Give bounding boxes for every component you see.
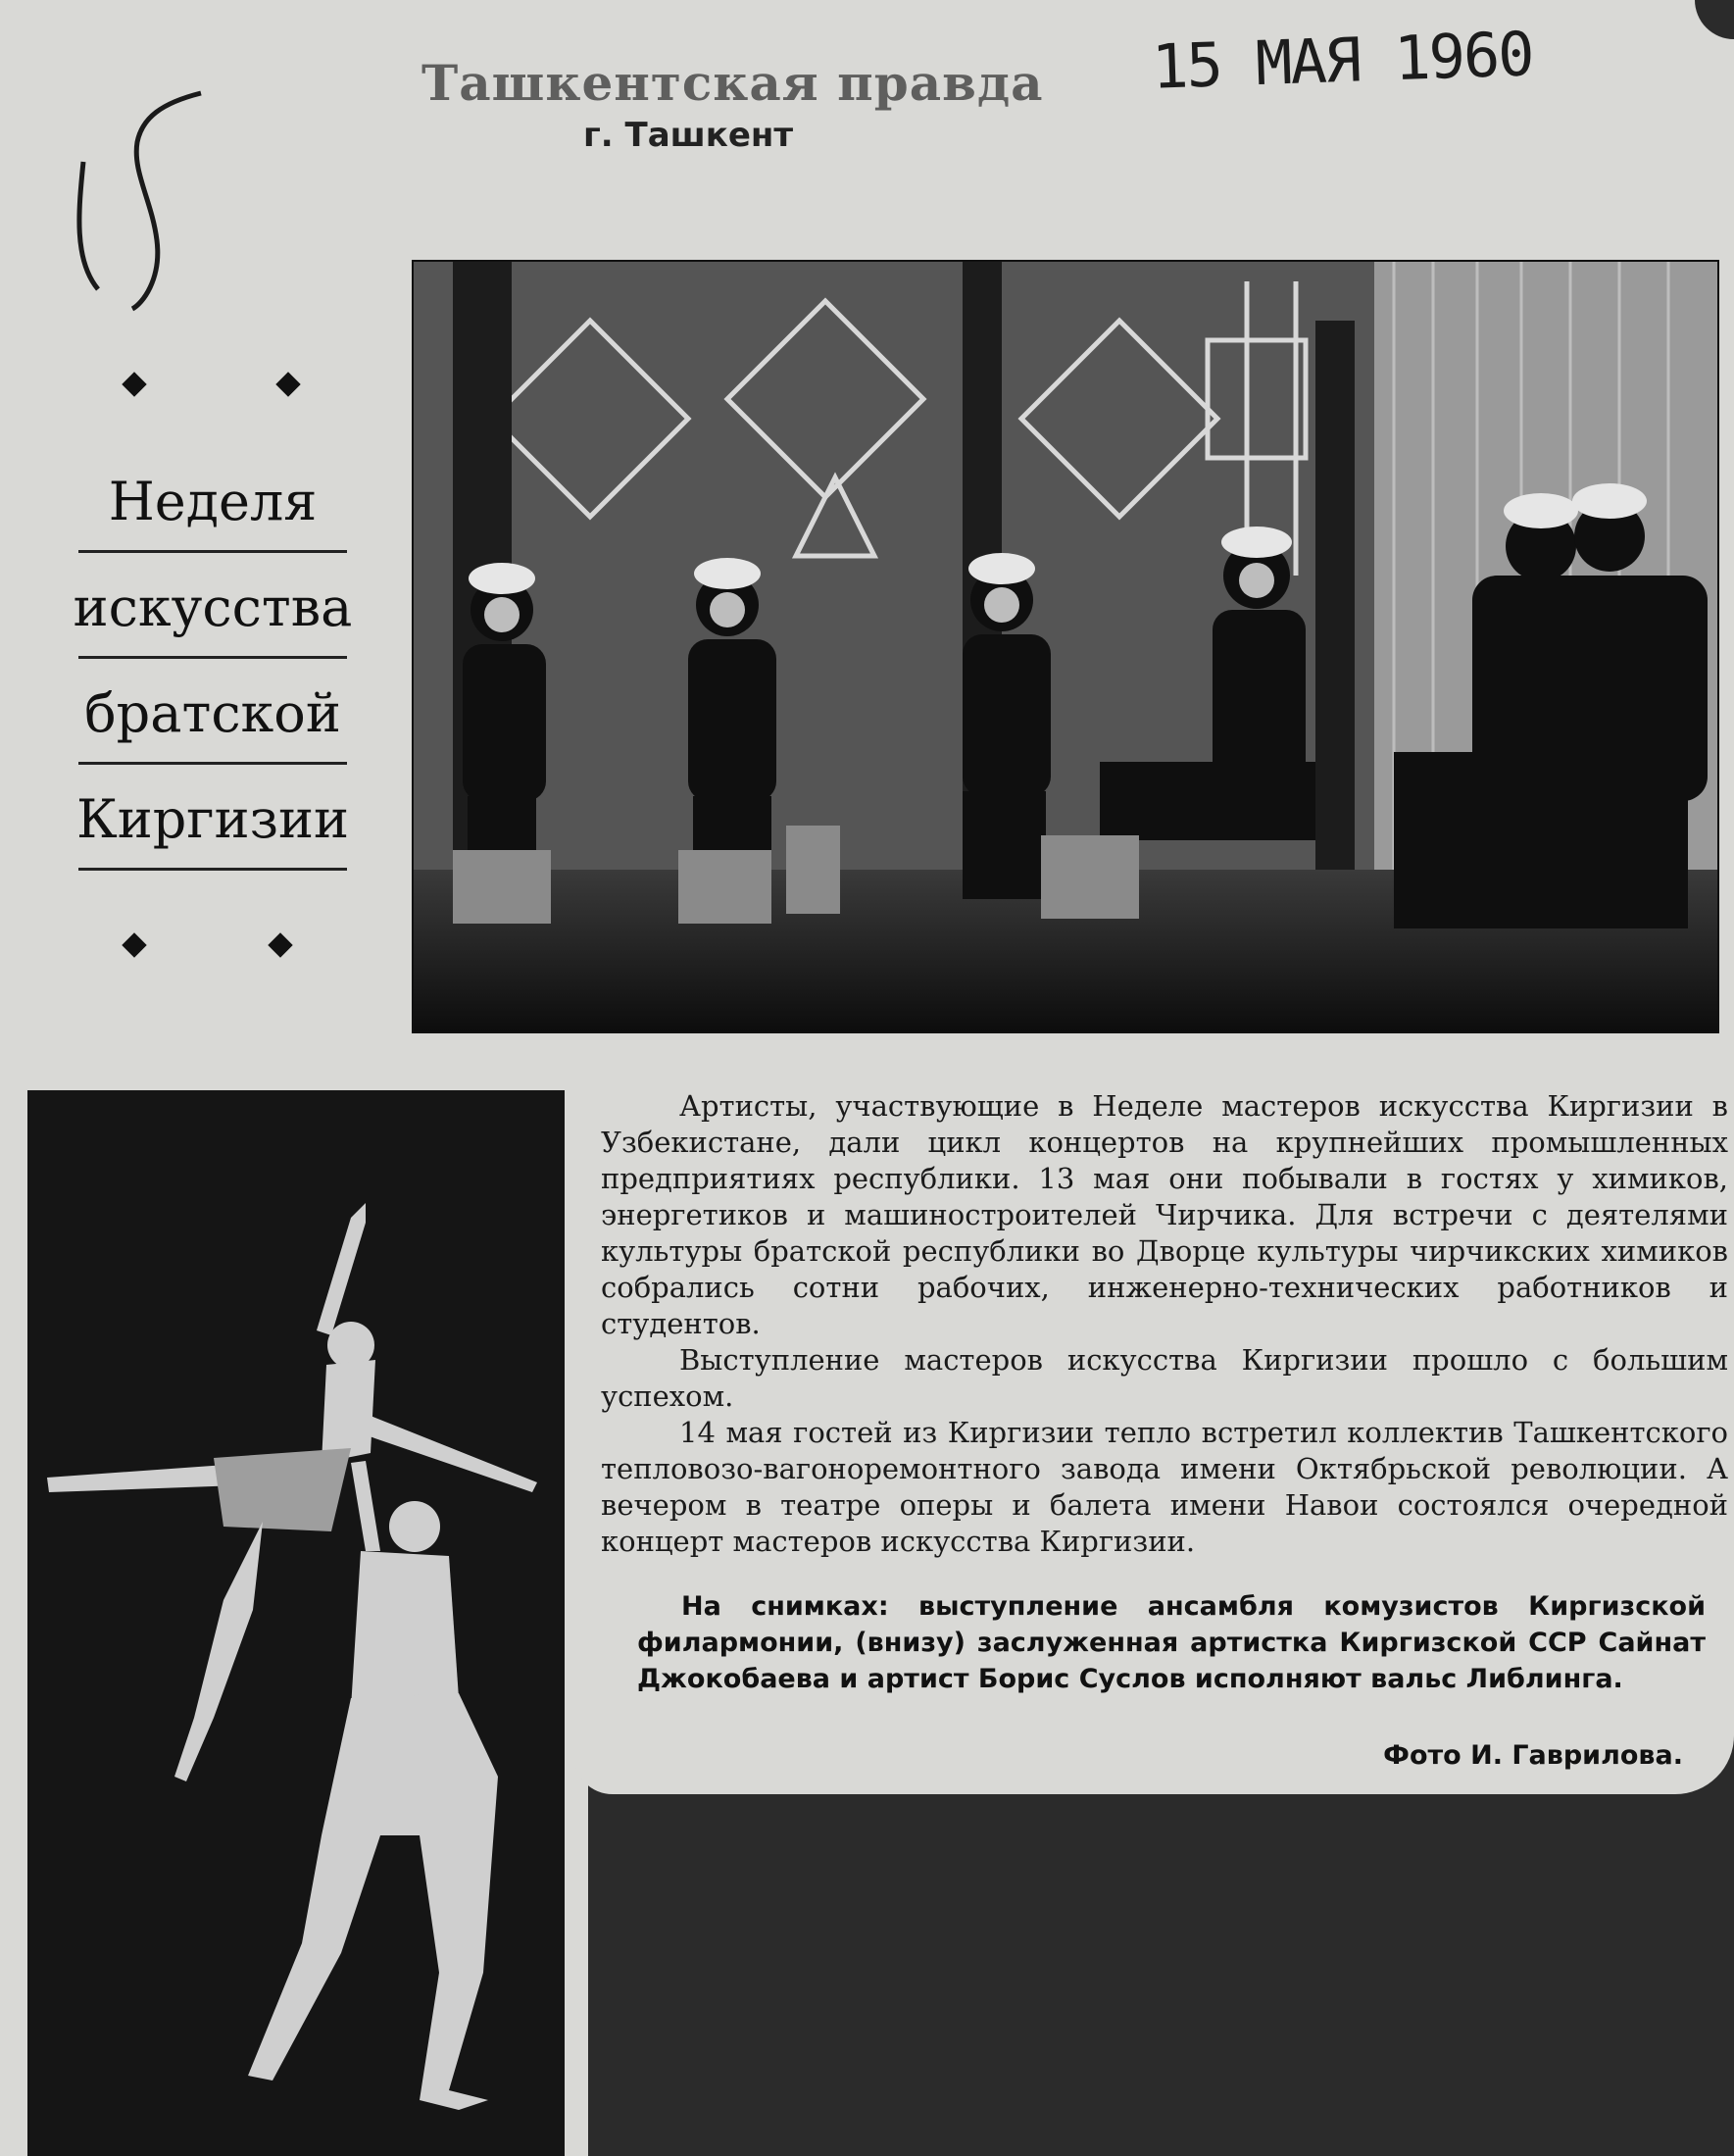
article-paragraph: Выступление мастеров искусства Киргизии прошло с большим успехом. — [601, 1343, 1728, 1413]
dancers-photo — [27, 1090, 565, 2156]
newspaper-stamp: Ташкентская правда — [421, 54, 1044, 112]
photo-credit: Фото И. Гаврилова. — [1383, 1740, 1683, 1771]
heading-line: искусства — [71, 567, 355, 673]
article-paragraph: 14 мая гостей из Киргизии тепло встретил коллектив Ташкентского тепловозо-вагоноремонтного завода имени Октябрьской революции. А вечером в театре оперы и балета имени Навои состоялся очередной концерт мастеров искусства Киргизии. — [601, 1416, 1728, 1558]
heading-line: Киргизии — [71, 778, 355, 884]
heading-line: братской — [71, 673, 355, 778]
heading-line: Неделя — [71, 461, 355, 567]
article-heading — [71, 461, 355, 884]
ensemble-photo — [412, 260, 1719, 1033]
article-body — [601, 1088, 1728, 1560]
photo-caption: На снимках: выступление ансамбля комузистов Киргизской филармонии, (внизу) заслуженная артистка Киргизской ССР Сайнат Джокобаева и артист Борис Суслов исполняют вальс Либлинга. — [637, 1591, 1706, 1694]
date-stamp: 15 МАЯ 1960 — [1150, 18, 1534, 103]
city-stamp: г. Ташкент — [583, 116, 794, 155]
handwritten-mark-icon — [54, 83, 211, 319]
article-paragraph: Артисты, участвующие в Неделе мастеров искусства Киргизии в Узбекистане, дали цикл концертов на крупнейших промышленных предприятиях республики. 13 мая они побывали в гостях у химиков, энергетиков и машиностроителей Чирчика. Для встречи с деятелями культуры братской республики во Дворце культуры чирчикских химиков собрались сотни рабочих, инженерно-технических работников и студентов. — [601, 1089, 1728, 1340]
